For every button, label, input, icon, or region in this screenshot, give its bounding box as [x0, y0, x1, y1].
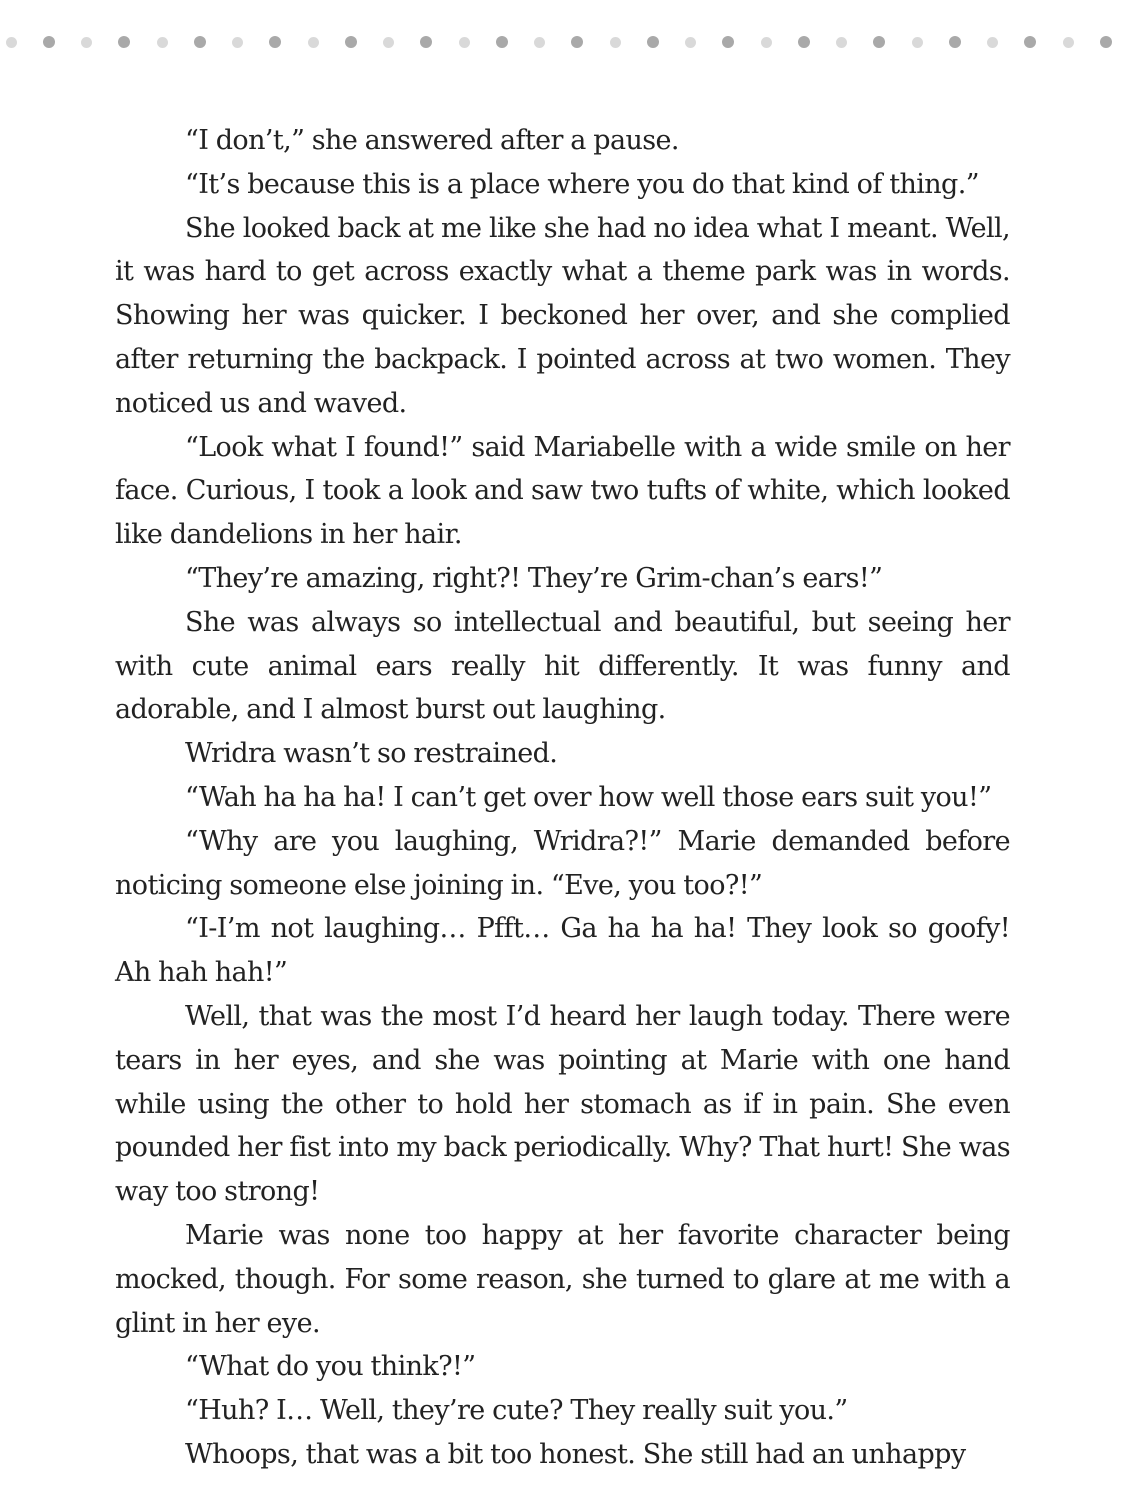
border-dot	[459, 37, 470, 48]
paragraph: “What do you think?!”	[185, 1351, 476, 1383]
border-dot	[571, 36, 583, 48]
border-dot	[610, 37, 621, 48]
border-dot	[496, 36, 508, 48]
paragraph: “Look what I found!” said Mariabelle with a wide smile on her face. Curious, I took a look and saw two tufts of white, which looked like dandelions in her hair.	[115, 431, 1010, 551]
paragraph: “Wah ha ha ha! I can’t get over how well those ears suit you!”	[185, 781, 992, 813]
border-dot	[1063, 37, 1074, 48]
paragraph: “I don’t,” she answered after a pause.	[185, 125, 679, 156]
border-dot	[43, 36, 55, 48]
paragraph: “They’re amazing, right?! They’re Grim-chan’s ears!”	[185, 562, 883, 594]
paragraph: She looked back at me like she had no idea what I meant. Well, it was hard to get across exactly what a theme park was in words. Showing her was quicker. I beckoned her over, and she complied after returning the backpack. I pointed across at two women. They noticed us and waved.	[115, 212, 1010, 419]
paragraph: Wridra wasn’t so restrained.	[185, 738, 558, 770]
border-dot	[118, 36, 130, 48]
paragraph: She was always so intellectual and beautiful, but seeing her with cute animal ears really hit differently. It was funny and adorable, and I almost burst out laughing.	[115, 606, 1010, 726]
paragraph: “I-I’m not laughing… Pfft… Ga ha ha ha! They look so goofy! Ah hah hah!”	[115, 913, 1010, 989]
paragraph: “Huh? I… Well, they’re cute? They really suit you.”	[185, 1395, 848, 1427]
border-dot	[761, 37, 772, 48]
border-dot	[722, 36, 734, 48]
decorative-dot-border	[0, 36, 1125, 50]
border-dot	[269, 36, 281, 48]
paragraph: Marie was none too happy at her favorite character being mocked, though. For some reason, she turned to glare at me with a glint in her eye.	[115, 1219, 1010, 1339]
paragraph: Whoops, that was a bit too honest. She still had an unhappy	[185, 1438, 966, 1470]
border-dot	[1100, 36, 1112, 48]
border-dot	[420, 36, 432, 48]
border-dot	[685, 37, 696, 48]
border-dot	[836, 37, 847, 48]
paragraph: Well, that was the most I’d heard her laugh today. There were tears in her eyes, and she was pointing at Marie with one hand while using the other to hold her stomach as if in pain. She even pounded her fist into my back periodically. Why? That hurt! She was way too strong!	[115, 1000, 1010, 1208]
border-dot	[232, 37, 243, 48]
border-dot	[157, 37, 168, 48]
border-dot	[308, 37, 319, 48]
border-dot	[383, 37, 394, 48]
border-dot	[194, 36, 206, 48]
border-dot	[81, 37, 92, 48]
border-dot	[534, 37, 545, 48]
border-dot	[647, 36, 659, 48]
border-dot	[949, 36, 961, 48]
border-dot	[873, 36, 885, 48]
border-dot	[345, 36, 357, 48]
border-dot	[987, 37, 998, 48]
border-dot	[798, 36, 810, 48]
border-dot	[1024, 36, 1036, 48]
paragraph: “Why are you laughing, Wridra?!” Marie demanded before noticing someone else joining in. “Eve, you too?!”	[115, 825, 1010, 901]
border-dot	[6, 37, 17, 48]
paragraph: “It’s because this is a place where you do that kind of thing.”	[185, 168, 979, 200]
page-body	[115, 119, 1010, 1477]
border-dot	[912, 37, 923, 48]
